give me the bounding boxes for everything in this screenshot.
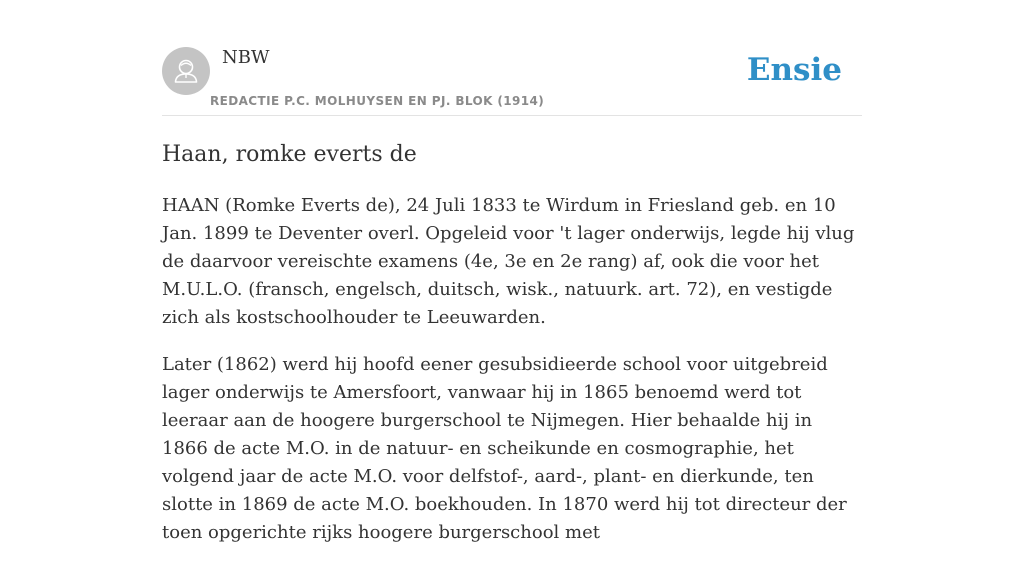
author-name[interactable]: NBW: [222, 47, 270, 68]
ensie-logo[interactable]: Ensie: [746, 52, 842, 88]
page: [162, 0, 862, 543]
source-credit[interactable]: REDACTIE P.C. MOLHUYSEN EN PJ. BLOK (1914): [210, 94, 545, 108]
entry-header: [162, 0, 862, 116]
entry-title: Haan, romke everts de: [162, 142, 417, 167]
entry-body: [162, 192, 862, 566]
paragraph-1: HAAN (Romke Everts de), 24 Juli 1833 te Wirdum in Friesland geb. en 10 Jan. 1899 te Deventer overl. Opgeleid voor 't lager onderwijs, legde hij vlug de daarvoor vereischte examens (4e, 3e en 2e rang) af, ook die voor het M.U.L.O. (fransch, engelsch, duitsch, wisk., natuurk. art. 72), en vestigde zich als kostschoolhouder te Leeuwarden.: [162, 195, 855, 328]
author-avatar[interactable]: [162, 47, 210, 95]
user-avatar-icon: [162, 47, 210, 95]
paragraph-2: Later (1862) werd hij hoofd eener gesubsidieerde school voor uitgebreid lager onderwijs te Amersfoort, vanwaar hij in 1865 benoemd werd tot leeraar aan de hoogere burgerschool te Nijmegen. Hier behaalde hij in 1866 de acte M.O. in de natuur- en scheikunde en cosmographie, het volgend jaar de acte M.O. voor delfstof-, aard-, plant- en dierkunde, ten slotte in 1869 de acte M.O. boekhouden. In 1870 werd hij tot directeur der toen opgerichte rijks hoogere burgerschool met: [162, 354, 847, 543]
